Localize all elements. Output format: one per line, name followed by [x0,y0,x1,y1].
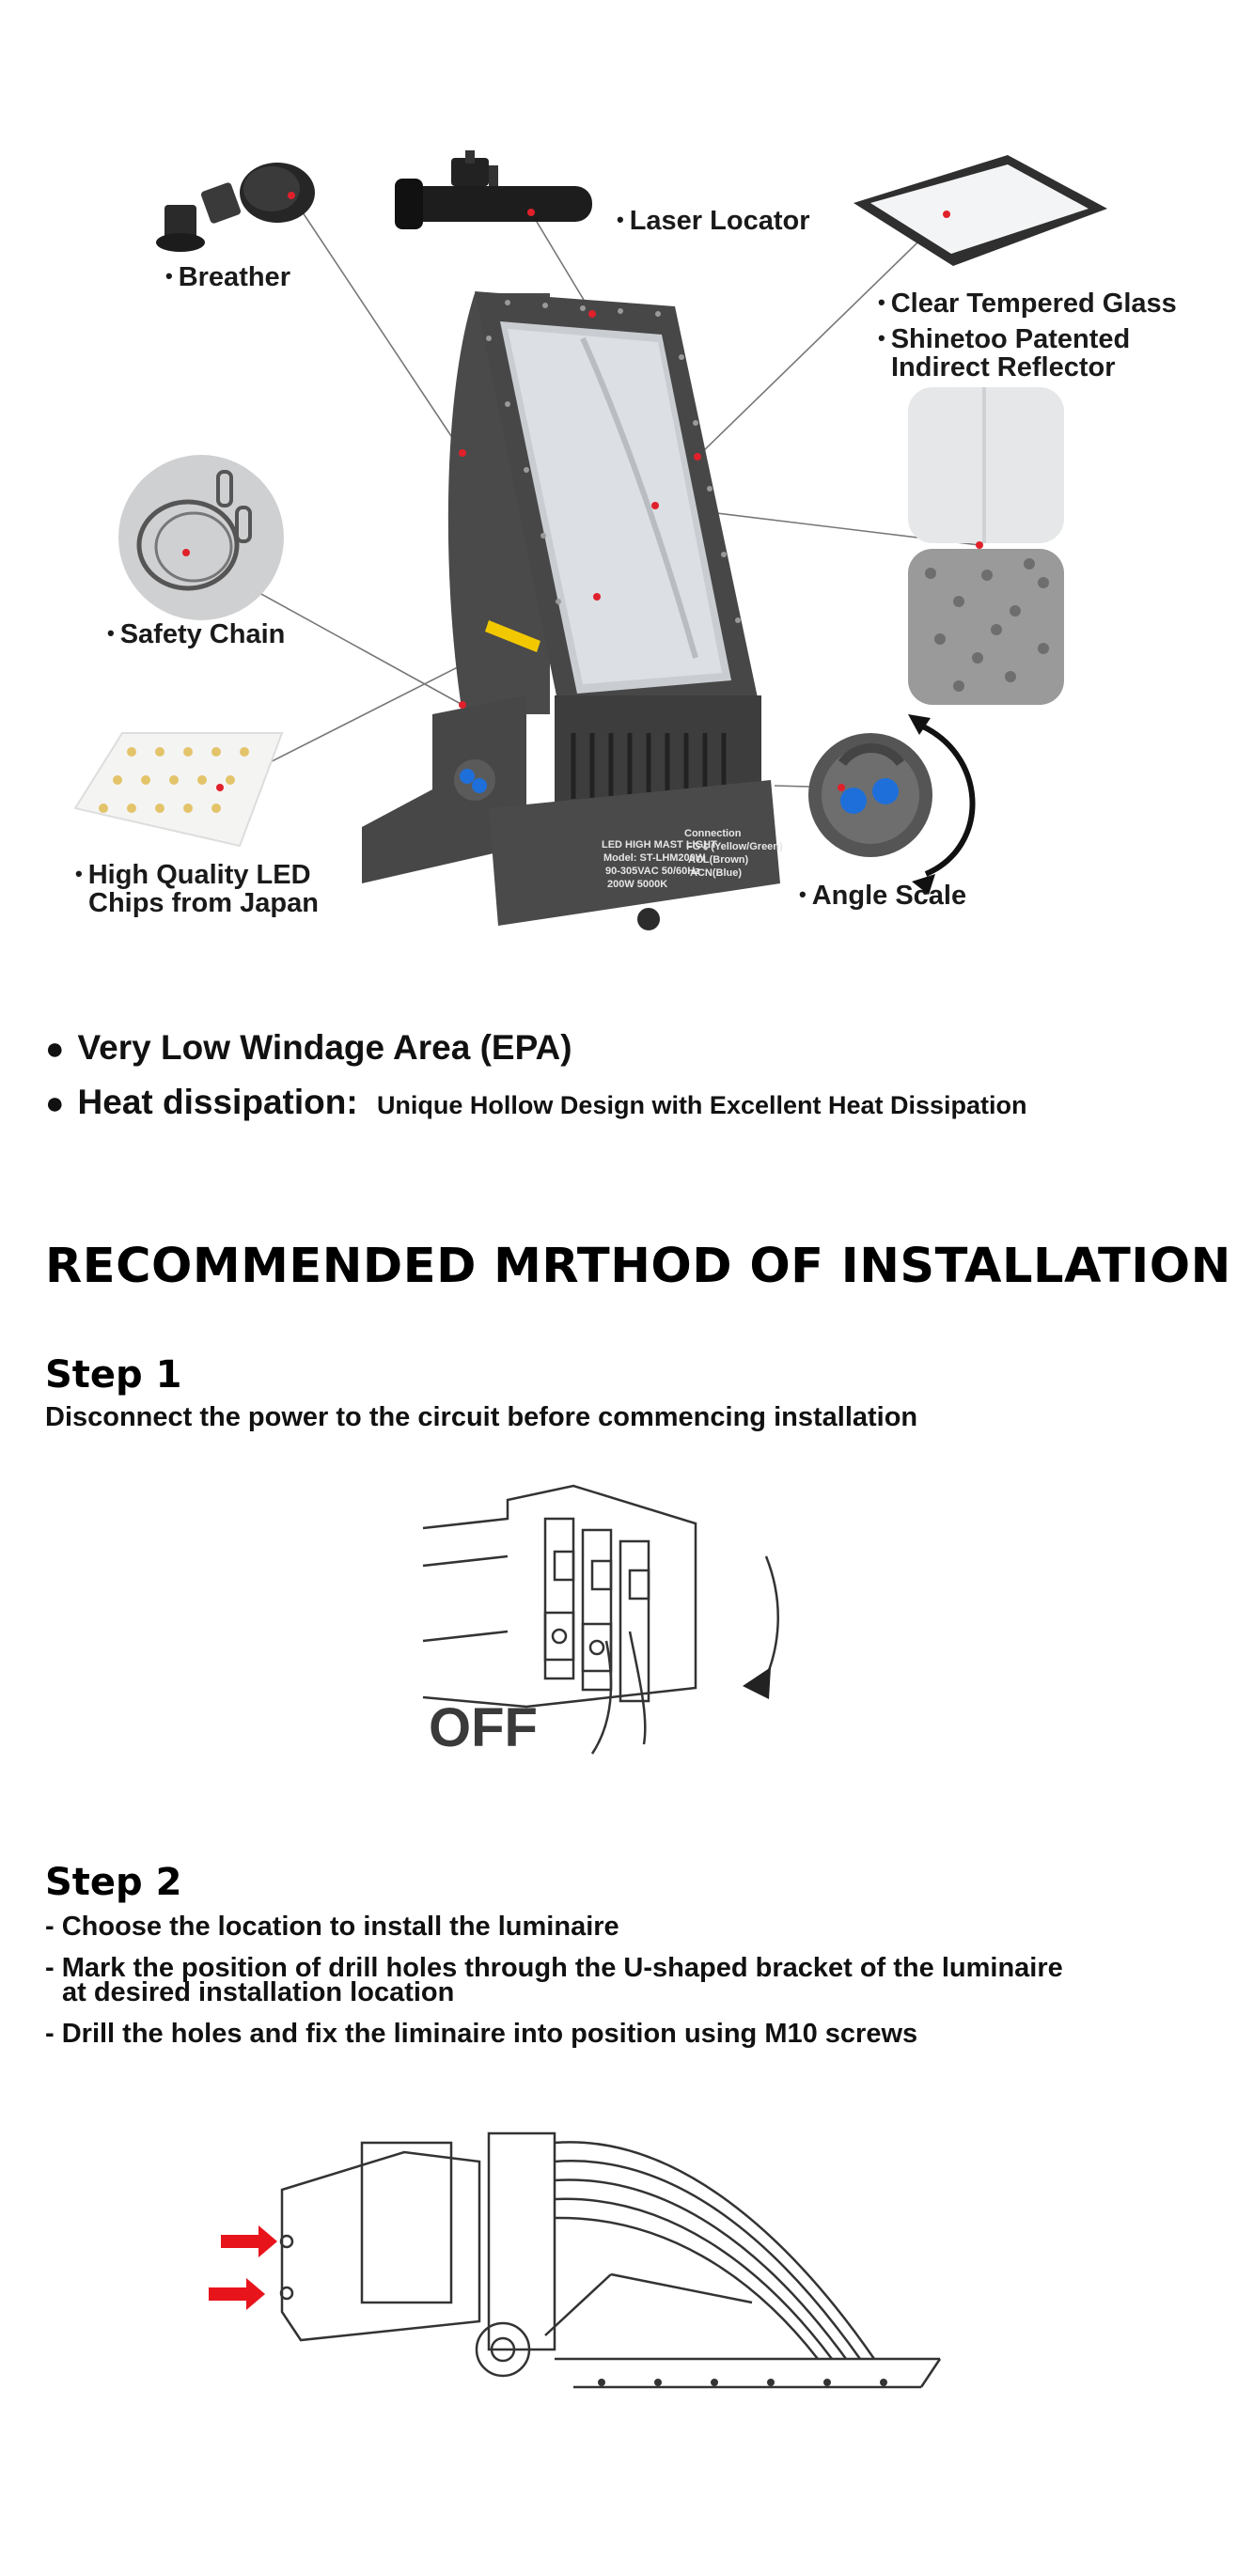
bullet-dot-icon: • [75,862,83,885]
nameplate-line-1: LED HIGH MAST LIGHT [602,839,717,851]
step2-heading: Step 2 [45,1861,182,1904]
step1-heading: Step 1 [45,1353,182,1397]
feature-heat: ● Heat dissipation: Unique Hollow Design with Excellent Heat Dissipation [45,1083,1027,1121]
section-title: RECOMMENDED MRTHOD OF INSTALLATION [45,1239,1231,1294]
drill-arrow-icon [209,2278,265,2310]
glass-panel-image [854,155,1107,266]
step2-item-2-cont: at desired installation location [62,1977,455,2007]
nameplate-line-3: 90-305VAC 50/60Hz [605,866,700,877]
bullet-dot-icon: • [799,882,807,906]
feature-heat-detail: Unique Hollow Design with Excellent Heat Dissipation [376,1091,1027,1119]
bullet-dot-icon: • [617,208,624,231]
step2-item-1: - Choose the location to install the luminaire [45,1912,619,1942]
callout-led-chips: • High Quality LED Chips from Japan [75,860,319,919]
callout-angle-scale: • Angle Scale [799,881,967,911]
bullet-dot-icon: • [878,290,885,314]
feature-epa: ● Very Low Windage Area (EPA) [45,1028,572,1067]
nameplate-conn-3: ACL(Brown) [688,854,749,866]
led-board-image [75,733,282,846]
callout-breather: • Breather [165,262,290,292]
step1-text: Disconnect the power to the circuit before commencing installation [45,1402,918,1432]
safety-chain-image [118,455,284,620]
product-exploded-diagram [0,0,1253,968]
off-label: OFF [429,1697,538,1758]
breaker-off-illustration [414,1462,808,1763]
bullet-dot-icon: • [878,326,885,350]
nameplate-line-2: Model: ST-LHM200W [603,852,706,864]
laser-locator-image [395,150,592,229]
step2-item-2: - Mark the position of drill holes through the U-shaped bracket of the luminaire [45,1953,1063,1983]
callout-safety-chain: • Safety Chain [107,619,286,649]
step2-item-3: - Drill the holes and fix the liminaire into position using M10 screws [45,2019,918,2049]
nameplate-conn-2: FG⏚(Yellow/Green) [686,841,783,852]
callout-laser-locator: • Laser Locator [617,206,810,236]
nameplate-line-4: 200W 5000K [607,879,668,890]
callout-clear-glass: • Clear Tempered Glass [878,289,1177,319]
angle-scale-image [808,714,973,895]
drill-arrow-icon [221,2225,277,2257]
bullet-dot-icon: ● [45,1085,65,1121]
bullet-dot-icon: • [165,264,173,288]
reflector-sample-images [908,387,1064,705]
nameplate-conn-1: Connection [684,828,742,839]
breather-image [156,163,315,252]
mounting-illustration [188,2105,978,2415]
callout-reflector: • Shinetoo Patented Indirect Reflector [878,324,1131,383]
bullet-dot-icon: • [107,621,115,645]
bullet-dot-icon: ● [45,1031,65,1067]
nameplate-conn-4: ACN(Blue) [690,867,742,879]
